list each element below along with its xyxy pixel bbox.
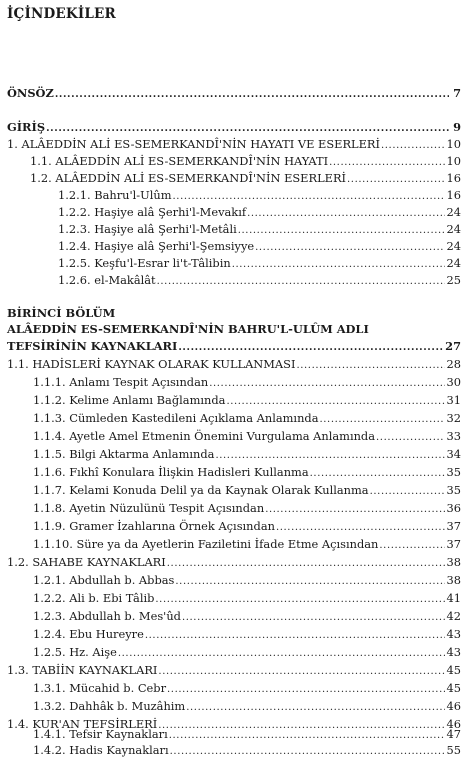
toc-entry-label: 1.2.4. Ebu Hureyre <box>33 627 144 641</box>
toc-entry-label: 1.1. ALÂEDDİN ALİ ES-SEMERKANDÎ'NİN HAYATI <box>30 154 329 168</box>
toc-entry-page: 43 <box>446 627 461 641</box>
toc-entry-page: 32 <box>446 411 461 425</box>
part-label: BİRİNCİ BÖLÜM <box>7 306 116 320</box>
toc-entry-page: 55 <box>446 743 461 757</box>
toc-entry[interactable] <box>30 153 461 169</box>
toc-entry[interactable] <box>58 221 461 237</box>
dot-leader <box>178 340 443 356</box>
toc-entry-page: 10 <box>446 154 461 168</box>
dot-leader <box>376 430 444 446</box>
toc-entry-page: 42 <box>446 609 461 623</box>
dot-leader <box>173 189 445 205</box>
toc-entry-page: 25 <box>446 273 461 287</box>
dot-leader <box>381 138 445 154</box>
dot-leader <box>247 206 444 222</box>
toc-entry-page: 37 <box>446 537 461 551</box>
dot-leader <box>347 172 444 188</box>
toc-entry-page: 16 <box>446 188 461 202</box>
toc-entry-label: 1.1.9. Gramer İzahlarına Örnek Açısından <box>33 519 275 533</box>
toc-entry-page: 27 <box>445 339 461 353</box>
toc-entry-page: 38 <box>446 555 461 569</box>
dot-leader <box>238 223 445 239</box>
toc-entry[interactable] <box>33 410 461 426</box>
toc-entry-page: 41 <box>446 591 461 605</box>
toc-entry[interactable] <box>33 608 461 624</box>
toc-entry-label: 1.3.2. Dahhâk b. Muzâhim <box>33 699 186 713</box>
toc-entry[interactable] <box>33 482 461 498</box>
dot-leader <box>276 520 445 536</box>
dot-leader <box>296 358 444 374</box>
toc-entry-label: 1.1.4. Ayetle Amel Etmenin Önemini Vurgulama Anlamında <box>33 429 376 443</box>
dot-leader <box>145 628 445 644</box>
dot-leader <box>329 155 444 171</box>
toc-entry-giris[interactable] <box>7 119 461 135</box>
toc-entry[interactable] <box>7 662 461 678</box>
toc-entry[interactable] <box>33 644 461 660</box>
dot-leader <box>157 274 445 290</box>
toc-entry-label: 1.2.2. Ali b. Ebi Tâlib <box>33 591 155 605</box>
dot-leader <box>265 502 444 518</box>
toc-entry-page: 33 <box>446 429 461 443</box>
toc-entry-label: 1.1. HADİSLERİ KAYNAK OLARAK KULLANMASI <box>7 357 296 371</box>
toc-entry[interactable] <box>33 536 461 552</box>
toc-entry[interactable] <box>33 518 461 534</box>
toc-entry[interactable] <box>33 392 461 408</box>
toc-entry-label: 1.1.8. Ayetin Nüzulünü Tespit Açısından <box>33 501 265 515</box>
toc-entry-label: 1.2.5. Hz. Aişe <box>33 645 117 659</box>
toc-entry[interactable] <box>33 742 461 758</box>
toc-entry-page: 35 <box>446 465 461 479</box>
toc-entry-label: 1.2. SAHABE KAYNAKLARI <box>7 555 166 569</box>
toc-entry-page: 46 <box>446 699 461 713</box>
dot-leader <box>379 538 444 554</box>
toc-entry[interactable] <box>33 590 461 606</box>
toc-entry-label: 1.4. KUR'AN TEFSİRLERİ <box>7 717 158 731</box>
toc-entry-label: 1.4.1. Tefsir Kaynakları <box>33 727 168 741</box>
dot-leader <box>209 376 444 392</box>
toc-entry-page: 43 <box>446 645 461 659</box>
toc-entry-page: 45 <box>446 681 461 695</box>
toc-entry-label: ÖNSÖZ <box>7 86 54 100</box>
dot-leader <box>310 466 445 482</box>
toc-entry-label: 1.1.2. Kelime Anlamı Bağlamında <box>33 393 226 407</box>
toc-entry[interactable] <box>7 136 461 152</box>
toc-entry-onsoz[interactable] <box>7 85 461 101</box>
toc-entry[interactable] <box>33 500 461 516</box>
toc-entry-label: 1.1.1. Anlamı Tespit Açısından <box>33 375 209 389</box>
toc-entry-label: 1.1.10. Süre ya da Ayetlerin Faziletini İfade Etme Açısından <box>33 537 379 551</box>
toc-entry[interactable] <box>33 428 461 444</box>
dot-leader <box>186 700 444 716</box>
toc-entry-label: 1.2.3. Haşiye alâ Şerhi'l-Metâli <box>58 222 237 236</box>
toc-entry-page: 9 <box>453 120 461 134</box>
toc-entry-page: 37 <box>446 519 461 533</box>
toc-entry-label: 1.2.6. el-Makâlât <box>58 273 156 287</box>
dot-leader <box>182 610 445 626</box>
dot-leader <box>155 592 444 608</box>
toc-entry-page: 38 <box>446 573 461 587</box>
toc-entry[interactable] <box>30 170 461 186</box>
toc-entry-label: 1.3. TABİİN KAYNAKLARI <box>7 663 158 677</box>
toc-entry[interactable] <box>7 356 461 372</box>
section-title-line: ALÂEDDİN ES-SEMERKANDÎ'NİN BAHRU'L-ULÛM ADLI <box>7 322 369 336</box>
toc-entry-page: 24 <box>446 205 461 219</box>
toc-entry-page: 24 <box>446 222 461 236</box>
toc-entry-label: 1.2. ALÂEDDİN ALİ ES-SEMERKANDÎ'NİN ESERLERİ <box>30 171 347 185</box>
toc-entry-label: TEFSİRİNİN KAYNAKLARI <box>7 339 178 353</box>
toc-entry-label: 1.1.7. Kelami Konuda Delil ya da Kaynak Olarak Kullanma <box>33 483 369 497</box>
dot-leader <box>167 556 445 572</box>
dot-leader <box>46 121 449 137</box>
toc-entry-label: 1.2.3. Abdullah b. Mes'ûd <box>33 609 181 623</box>
toc-entry[interactable] <box>33 726 461 742</box>
toc-entry[interactable] <box>58 204 461 220</box>
toc-entry-label: 1.2.1. Bahru'l-Ulûm <box>58 188 172 202</box>
toc-entry[interactable] <box>33 446 461 462</box>
toc-entry-page: 36 <box>446 501 461 515</box>
dot-leader <box>158 664 444 680</box>
toc-entry-label: GİRİŞ <box>7 120 46 134</box>
dot-leader <box>170 744 445 760</box>
dot-leader <box>320 412 445 428</box>
toc-entry-label: 1.2.1. Abdullah b. Abbas <box>33 573 175 587</box>
toc-entry-page: 24 <box>446 256 461 270</box>
toc-entry-page: 35 <box>446 483 461 497</box>
page-title: İÇİNDEKİLER <box>7 6 116 22</box>
toc-entry-page: 34 <box>446 447 461 461</box>
toc-entry-label: 1.2.2. Haşiye alâ Şerhi'l-Mevakıf <box>58 205 247 219</box>
toc-entry-label: 1.1.3. Cümleden Kastedileni Açıklama Anlamında <box>33 411 319 425</box>
toc-entry-page: 7 <box>453 86 461 100</box>
toc-entry-page: 30 <box>446 375 461 389</box>
toc-entry[interactable] <box>33 680 461 696</box>
toc-entry-label: 1.2.5. Keşfu'l-Esrar li't-Tâlibin <box>58 256 231 270</box>
toc-entry-page: 45 <box>446 663 461 677</box>
toc-entry[interactable] <box>58 238 461 254</box>
toc-entry-page: 10 <box>446 137 461 151</box>
toc-entry[interactable] <box>33 626 461 642</box>
toc-entry-label: 1.4.2. Hadis Kaynakları <box>33 743 169 757</box>
toc-entry[interactable] <box>33 572 461 588</box>
dot-leader <box>370 484 445 500</box>
toc-entry-page: 31 <box>446 393 461 407</box>
dot-leader <box>167 682 444 698</box>
dot-leader <box>226 394 444 410</box>
toc-entry[interactable] <box>58 255 461 271</box>
toc-entry[interactable] <box>33 464 461 480</box>
dot-leader <box>232 257 445 273</box>
dot-leader <box>255 240 444 256</box>
dot-leader <box>175 574 444 590</box>
dot-leader <box>55 87 449 103</box>
toc-entry-page: 46 <box>446 717 461 731</box>
toc-entry-page: 16 <box>446 171 461 185</box>
toc-entry-page: 24 <box>446 239 461 253</box>
toc-entry-label: 1.3.1. Mücahid b. Cebr <box>33 681 167 695</box>
toc-entry[interactable] <box>7 554 461 570</box>
dot-leader <box>215 448 444 464</box>
toc-entry-label: 1. ALÂEDDİN ALİ ES-SEMERKANDÎ'NİN HAYATI VE ESERLERİ <box>7 137 380 151</box>
toc-entry-label: 1.1.5. Bilgi Aktarma Anlamında <box>33 447 215 461</box>
toc-entry[interactable] <box>33 698 461 714</box>
toc-entry-label: 1.1.6. Fıkhî Konulara İlişkin Hadisleri Kullanma <box>33 465 309 479</box>
toc-entry[interactable] <box>58 187 461 203</box>
toc-entry-page: 47 <box>446 727 461 741</box>
toc-entry[interactable] <box>58 272 461 288</box>
toc-entry[interactable] <box>7 338 461 354</box>
toc-entry-label: 1.2.4. Haşiye alâ Şerhi'l-Şemsiyye <box>58 239 255 253</box>
toc-entry[interactable] <box>33 374 461 390</box>
toc-entry-page: 28 <box>446 357 461 371</box>
dot-leader <box>118 646 445 662</box>
